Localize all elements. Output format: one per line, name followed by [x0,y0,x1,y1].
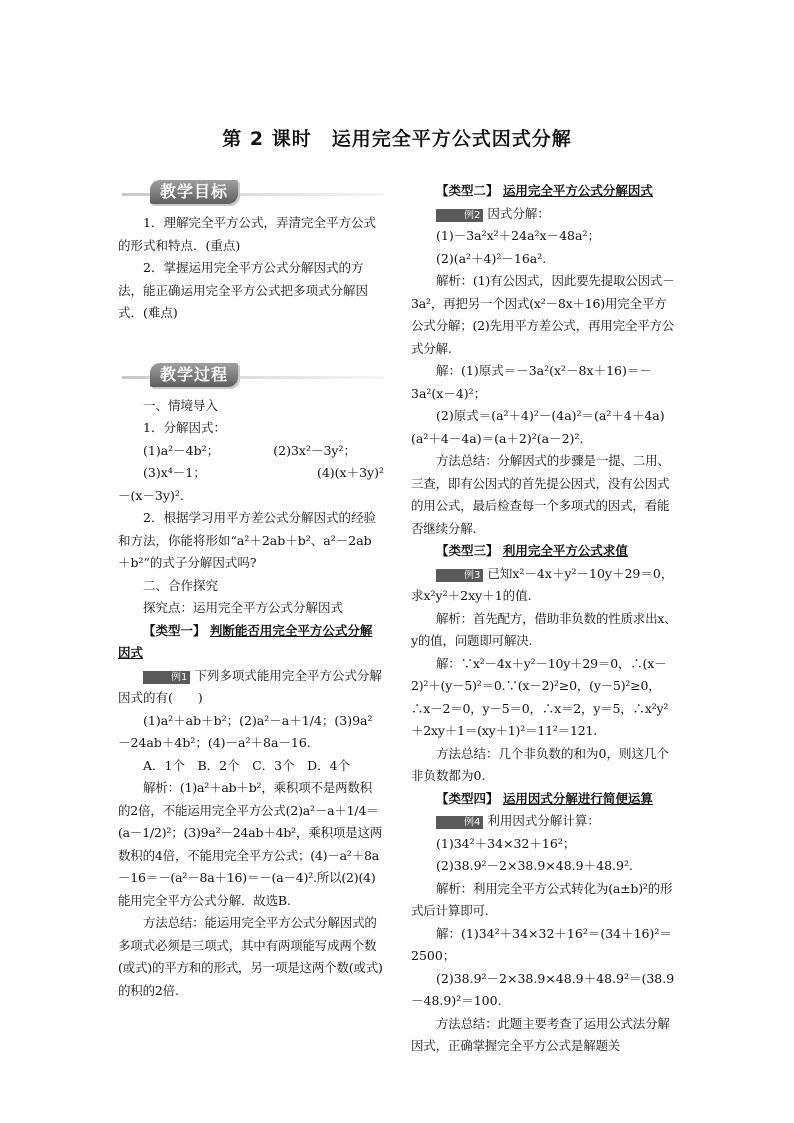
type-heading [411,540,677,563]
example-stem [411,810,677,833]
example-stem-text: 下列多项式能用完全平方公式分解因式的有( ) [118,667,382,705]
topic-heading: 探究点：运用完全平方公式分解因式 [143,600,344,615]
right-column [411,180,677,1058]
example-stem [411,203,677,226]
type-heading [411,180,677,203]
method-summary: 方法总结：此题主要考查了运用公式法分解因式，正确掌握完全平方公式是解题关 [411,1015,670,1053]
example-stem [118,665,384,710]
solution: (2)原式＝(a²＋4)²－(4a)²＝(a²＋4＋4a)(a²＋4－4a)＝(a＋2)²(a－2)². [411,408,665,446]
example-analysis: 解析：利用完全平方公式转化为(a±b)²的形式后计算即可. [411,880,673,918]
method-summary: 方法总结：几个非负数的和为0，则这几个非负数都为0. [411,745,669,783]
example-choices: A．1个 B．2个 C．3个 D．4个 [143,757,351,773]
example-analysis: 解析：(1)a²＋ab＋b²，乘积项不是两数积的2倍，不能运用完全平方公式(2)a²－a＋1/4＝(a－1/2)²；(3)9a²－24ab＋4b²，乘积项是这两数积的4倍，不能用完全平方公式；(4)－a²＋8a－16＝－(a²－8a＋16)＝－(a－4)².所以(2)(4)能用完全平方公式分解．故选B. [118,780,383,908]
example-items: (1)a²＋ab＋b²；(2)a²－a＋1/4；(3)9a²－24ab＋4b²；(4)－a²＋8a－16. [118,712,373,750]
type-title: 运用完全平方公式分解因式 [502,183,653,198]
solution: 解：∵x²－4x＋y²－10y＋29＝0，∴(x－2)²＋(y－5)²＝0.∵(x－2)²≥0，(y－5)²≥0，∴x－2＝0，y－5＝0，∴x＝2，y＝5，∴x²y²＋2xy＋1＝(xy＋1)²＝11²＝121. [411,655,669,738]
type-tag: 【类型一】 [143,622,206,638]
example-badge: 例2 [436,209,483,222]
section-heading: 二、合作探究 [143,577,219,593]
type-title: 运用因式分解进行简便运算 [502,790,653,806]
example-stem-text: 因式分解： [487,205,550,221]
banner-label: 教学目标 [150,180,238,204]
page-title: 第 2 课时 运用完全平方公式因式分解 [222,128,572,150]
question-1: 1．分解因式： [143,420,226,435]
q1-item: (2)3x²－3y²； [273,442,356,458]
question-2: 2．根据学习用平方差公式分解因式的经验和方法，你能将形如“a²＋2ab＋b²、a²－2ab＋b²”的式子分解因式吗? [118,510,376,570]
type-title: 利用完全平方公式求值 [502,543,628,558]
example-analysis: 解析：首先配方，借助非负数的性质求出x、y的值，问题即可解决. [411,610,677,648]
example-stem [411,563,677,608]
q1-item: (4)(x＋3y)² [316,465,384,480]
example-analysis: 解析：(1)有公因式，因此要先提取公因式－3a²，再把另一个因式(x²－8x＋16)用完全平方公式分解；(2)先用平方差公式，再用完全平方公式分解. [411,273,675,356]
example-item: (2)(a²＋4)²－16a². [436,250,547,266]
example-stem-text: 已知x²－4x＋y²－10y＋29＝0，求x²y²＋2xy＋1的值. [411,565,674,603]
example-stem-text: 利用因式分解计算： [487,813,600,828]
type-heading [118,620,384,665]
type-tag: 【类型三】 [436,543,499,558]
example-item: (1)－3a²x²＋24a²x－48a²； [436,228,600,243]
type-title: 判断能否用完全平方公式分解因式 [118,622,373,660]
type-tag: 【类型二】 [436,183,499,198]
section-banner-goals [118,180,384,206]
example-item: (1)34²＋34×32＋16²； [436,835,576,851]
example-badge: 例4 [436,816,483,829]
q1-item: (1)a²－4b²； [143,442,220,458]
method-summary: 方法总结：能运用完全平方公式分解因式的多项式必须是三项式，其中有两项能写成两个数(或式)的平方和的形式，另一项是这两个数(或式)的积的2倍. [118,915,383,998]
solution: (2)38.9²－2×38.9×48.9＋48.9²＝(38.9－48.9)²＝100. [411,970,675,1008]
method-summary: 方法总结：分解因式的步骤是一提、二用、三查，即有公因式的首先提公因式，没有公因式的用公式，最后检查每一个多项式的因式，看能否继续分解. [411,453,670,536]
section-banner-process [118,363,384,389]
goal-item: 2．掌握运用完全平方公式分解因式的方法，能正确运用完全平方公式把多项式分解因式．(难点) [118,260,369,320]
type-heading [411,788,677,811]
solution: 解：(1)原式＝－3a²(x²－8x＋16)＝－3a²(x－4)²； [411,363,652,401]
banner-label: 教学过程 [150,363,238,387]
q1-item: (3)x⁴－1； [143,465,206,480]
type-tag: 【类型四】 [436,790,499,806]
example-badge: 例3 [436,569,483,582]
q1-item: －(x－3y)². [118,487,184,503]
example-badge: 例1 [143,671,190,684]
solution: 解：(1)34²＋34×32＋16²＝(34＋16)²＝2500； [411,925,672,963]
left-column [118,180,384,1002]
goal-item: 1．理解完全平方公式，弄清完全平方公式的形式和特点．(重点) [118,215,376,253]
example-item: (2)38.9²－2×38.9×48.9＋48.9². [436,858,633,873]
section-heading: 一、情境导入 [143,397,219,413]
